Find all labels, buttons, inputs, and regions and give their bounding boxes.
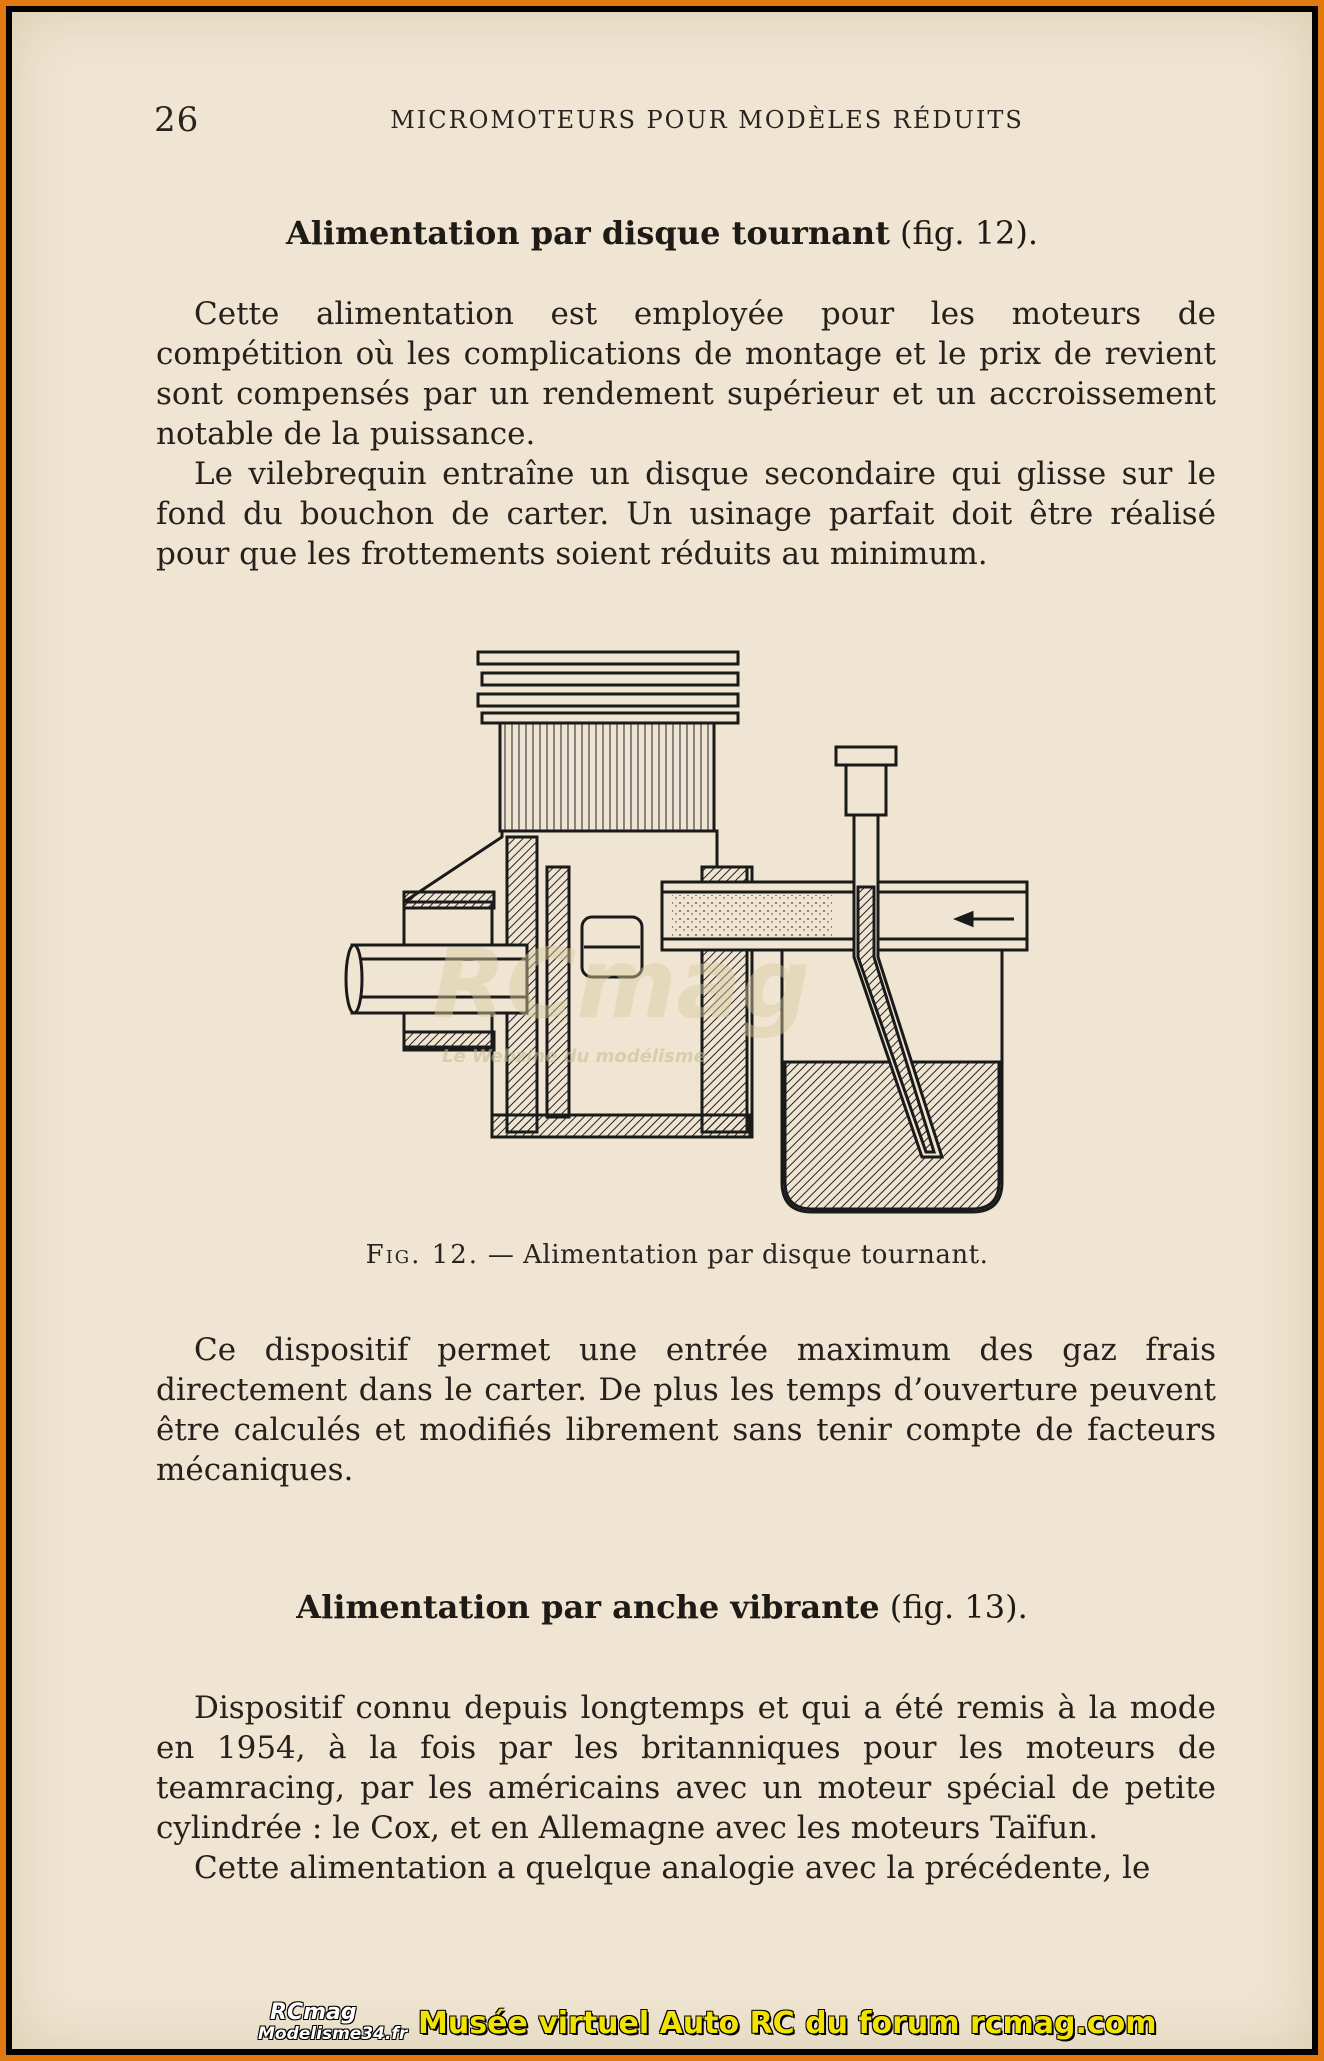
paragraph: Ce dispositif permet une entrée maximum des gaz frais directement dans le carter. De plus les temps d’ouverture peuvent être calculés et modifiés librement sans tenir compte de facteurs mécaniques. [156, 1332, 1216, 1488]
figure-12-diagram [342, 637, 1032, 1227]
section-heading-bold: Alimentation par disque tournant [285, 214, 890, 252]
figure-caption-text: — Alimentation par disque tournant. [487, 1240, 989, 1270]
logo-line-2: Modelisme34.fr [258, 2024, 408, 2044]
section-heading-disque [12, 214, 1312, 252]
paragraph-block-2 [156, 1330, 1216, 1490]
section-heading-ref: (fig. 13). [889, 1588, 1028, 1626]
footer-banner [258, 2000, 1157, 2050]
figure-caption-label: Fig. 12. [365, 1240, 480, 1270]
paragraph-block-3 [156, 1688, 1216, 1888]
footer-link-text[interactable]: Musée virtuel Auto RC du forum rcmag.com [418, 2006, 1157, 2041]
figure-caption [12, 1240, 1312, 1270]
paragraph: Cette alimentation est employée pour les moteurs de compétition où les complications de montage et le prix de revient sont compensés par un rendement supérieur et un accroissement notable de la puissance. [156, 296, 1216, 452]
running-title: MICROMOTEURS POUR MODÈLES RÉDUITS [390, 106, 1024, 134]
logo-line-1: RCmag [270, 2000, 357, 2025]
page-header [12, 100, 1312, 140]
watermark-subtitle: Le Webzine du modélisme [442, 1046, 706, 1067]
paragraph: Le vilebrequin entraîne un disque secondaire qui glisse sur le fond du bouchon de carter. Un usinage parfait doit être réalisé pour que les frottements soient réduits au minimum. [156, 456, 1216, 572]
rotary-disc-drawing [342, 637, 1032, 1227]
paragraph-block-1 [156, 294, 1216, 574]
section-heading-bold: Alimentation par anche vibrante [296, 1588, 880, 1626]
section-heading-anche [12, 1588, 1312, 1626]
rcmag-logo[interactable] [258, 2002, 408, 2048]
paragraph: Cette alimentation a quelque analogie avec la précédente, le [194, 1850, 1151, 1886]
section-heading-ref: (fig. 12). [900, 214, 1039, 252]
paragraph: Dispositif connu depuis longtemps et qui a été remis à la mode en 1954, à la fois par les britanniques pour les moteurs de teamracing, par les américains avec un moteur spécial de petite cylindrée : le Cox, et en Allemagne avec les moteurs Taïfun. [156, 1690, 1216, 1846]
page-number: 26 [154, 100, 200, 140]
watermark-logo: RCmag [432, 928, 810, 1040]
book-page [12, 12, 1312, 2049]
